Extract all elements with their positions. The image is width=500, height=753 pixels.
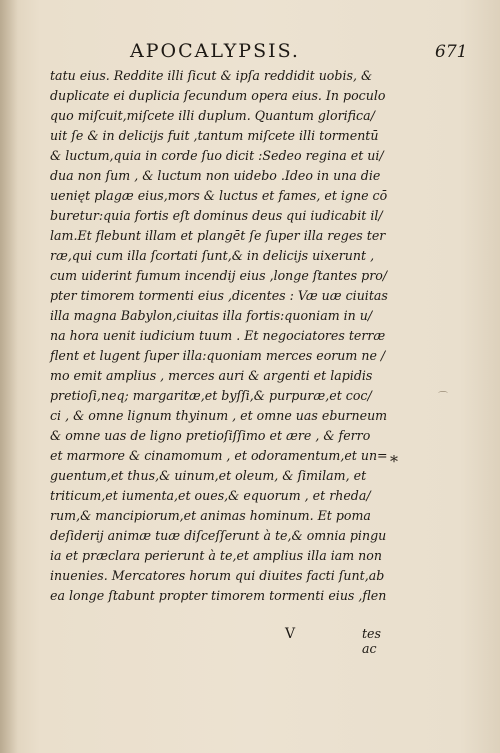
text-line: tatu eius. Reddite illi ſicut & ipſa reddidit uobis, & [50, 68, 373, 83]
text-line: illa magna Babylon,ciuitas illa fortis:quoniam in u/ [50, 308, 373, 323]
text-line: flent et lugent ſuper illa:quoniam merces eorum ne / [50, 348, 386, 363]
page-number: 671 [435, 42, 468, 62]
text-line: duplicate ei duplicia ſecundum opera eius. In poculo [50, 88, 386, 103]
text-line: rum,& mancipiorum,et animas hominum. Et poma [50, 508, 371, 523]
marginal-asterisk: * [390, 452, 398, 471]
running-head: APOCALYPSIS. [130, 40, 300, 62]
text-line: ea longe ſtabunt propter timorem tormenti eius ,flen [50, 588, 387, 603]
gutter-shadow [0, 0, 18, 753]
signature-mark: V [285, 626, 296, 642]
text-line: guentum,et thus,& uinum,et oleum, & ſimilam, et [50, 468, 367, 483]
text-line: pretioſi,neq; margaritæ,et byſſi,& purpuræ,et coc/ [50, 388, 372, 403]
text-line: na hora uenit iudicium tuum . Et negociatores terræ [50, 328, 386, 343]
text-line: ræ,qui cum illa ſcortati ſunt,& in delicijs uixerunt , [50, 248, 375, 263]
ink-speck-mark: ⌒ [438, 392, 448, 403]
text-line: quo miſcuit,miſcete illi duplum. Quantum glorifica/ [50, 108, 375, 123]
catchword: tes ac [362, 626, 381, 656]
text-line: inuenies. Mercatores horum qui diuites facti ſunt,ab [50, 568, 385, 583]
text-line: lam.Et flebunt illam et plangēt ſe ſuper illa reges ter [50, 228, 386, 243]
text-line: ci , & omne lignum thyinum , et omne uas eburneum [50, 408, 388, 423]
footer-row [50, 626, 395, 656]
text-line: cum uiderint fumum incendij eius ,longe ſtantes pro/ [50, 268, 388, 283]
text-line: buretur:quia fortis eſt dominus deus qui iudicabit il/ [50, 208, 383, 223]
text-line: et marmore & cinamomum , et odoramentum,et un= [50, 448, 388, 463]
text-line: dua non ſum , & luctum non uidebo .Ideo in una die [50, 168, 381, 183]
text-line: deſiderij animæ tuæ diſceſſerunt à te,& omnia pingu [50, 528, 387, 543]
text-line: pter timorem tormenti eius ,dicentes : Væ uæ ciuitas [50, 288, 388, 303]
text-line: ia et præclara perierunt à te,et amplius illa iam non [50, 548, 382, 563]
text-block [50, 66, 395, 606]
text-line: & omne uas de ligno pretioſiſſimo et ære , & ferro [50, 428, 371, 443]
text-line: uenięt plagæ eius,mors & luctus et fames, et igne cō [50, 188, 388, 203]
text-line: & luctum,quia in corde ſuo dicit :Sedeo regina et ui/ [50, 148, 384, 163]
text-line: triticum,et iumenta,et oues,& equorum , et rheda/ [50, 488, 371, 503]
text-line: uit ſe & in delicijs fuit ,tantum miſcete illi tormentū [50, 128, 379, 143]
text-line: mo emit amplius , merces auri & argenti et lapidis [50, 368, 373, 383]
